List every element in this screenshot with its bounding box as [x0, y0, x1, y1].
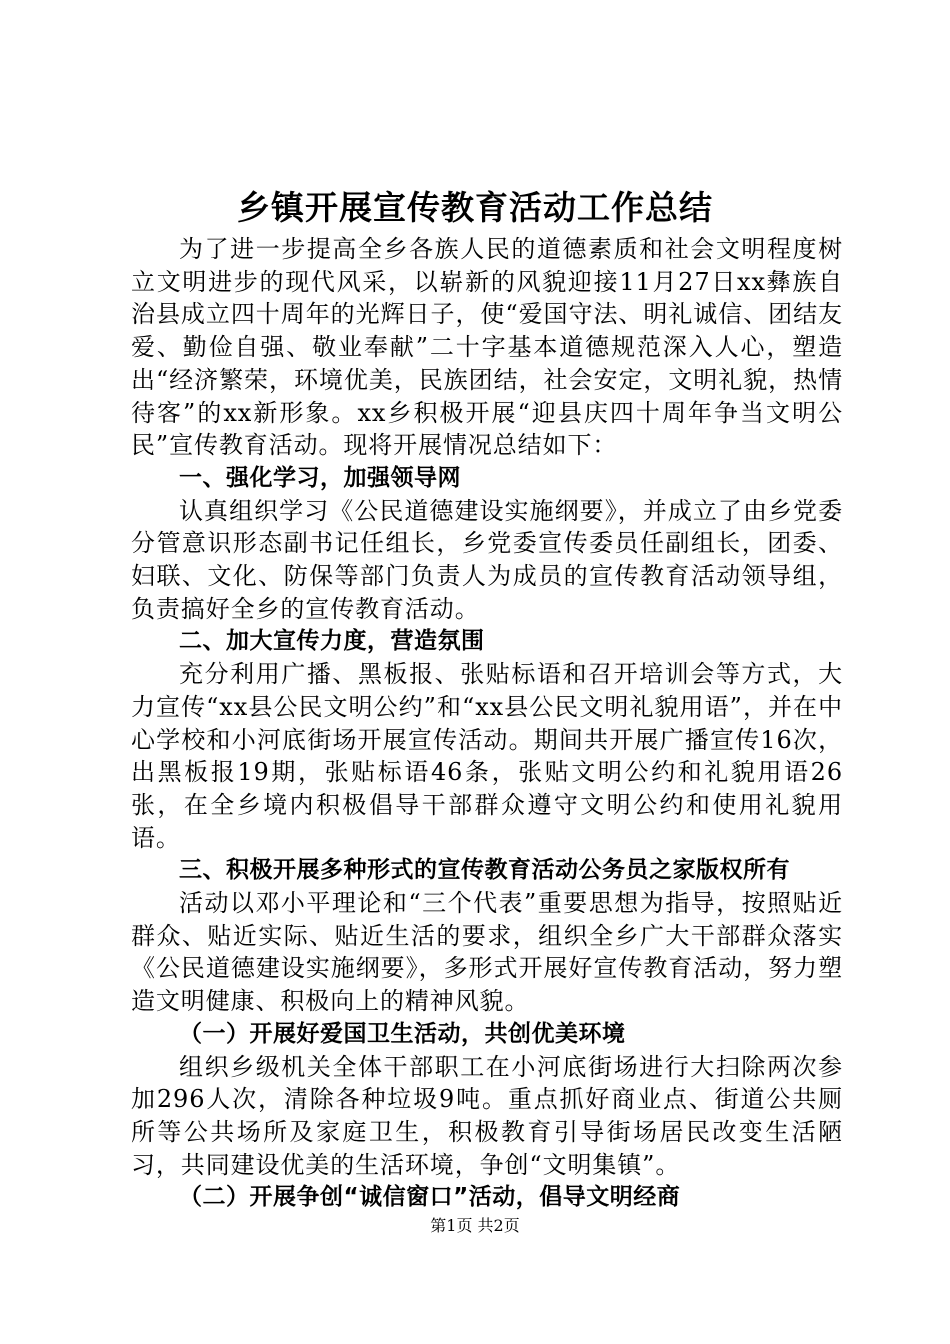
subsection-heading-2: （二）开展争创“诚信窗口”活动，倡导文明经商 [179, 1184, 681, 1211]
section-heading-1: 一、强化学习，加强领导网 [179, 464, 461, 491]
page-footer: 第1页 共2页 [430, 1216, 520, 1235]
document-body [131, 233, 843, 1214]
document-title: 乡镇开展宣传教育活动工作总结 [237, 188, 713, 227]
paragraph-activities: 活动以邓小平理论和“三个代表”重要思想为指导，按照贴近群众、贴近实际、贴近生活的要求，组织全乡广大干部群众落实《公民道德建设实施纲要》，多形式开展好宣传教育活动，努力塑造文明健康、积极向上的精神风貌。 [131, 889, 843, 1016]
paragraph-study: 认真组织学习《公民道德建设实施纲要》，并成立了由乡党委分管意识形态副书记任组长，乡党委宣传委员任副组长，团委、妇联、文化、防保等部门负责人为成员的宣传教育活动领导组，负责搞好全乡的宣传教育活动。 [131, 496, 843, 623]
paragraph-hygiene: 组织乡级机关全体干部职工在小河底街场进行大扫除两次参加296人次，清除各种垃圾9吨。重点抓好商业点、街道公共厕所等公共场所及家庭卫生，积极教育引导街场居民改变生活陋习，共同建设优美的生活环境，争创“文明集镇”。 [131, 1052, 843, 1179]
section-heading-2: 二、加大宣传力度，营造氛围 [179, 628, 485, 655]
paragraph-intro: 为了进一步提高全乡各族人民的道德素质和社会文明程度树立文明进步的现代风采，以崭新的风貌迎接11月27日xx彝族自治县成立四十周年的光辉日子，使“爱国守法、明礼诚信、团结友爱、勤俭自强、敬业奉献”二十字基本道德规范深入人心，塑造出“经济繁荣，环境优美，民族团结，社会安定，文明礼貌，热情待客”的xx新形象。xx乡积极开展“迎县庆四十周年争当文明公民”宣传教育活动。现将开展情况总结如下： [131, 235, 843, 460]
paragraph-publicity: 充分利用广播、黑板报、张贴标语和召开培训会等方式，大力宣传“xx县公民文明公约”和“xx县公民文明礼貌用语”，并在中心学校和小河底街场开展宣传活动。期间共开展广播宣传16次，出黑板报19期，张贴标语46条，张贴文明公约和礼貌用语26张，在全乡境内积极倡导干部群众遵守文明公约和使用礼貌用语。 [131, 660, 843, 852]
subsection-heading-1: （一）开展好爱国卫生活动，共创优美环境 [179, 1020, 626, 1047]
section-heading-3: 三、积极开展多种形式的宣传教育活动公务员之家版权所有 [179, 857, 790, 884]
